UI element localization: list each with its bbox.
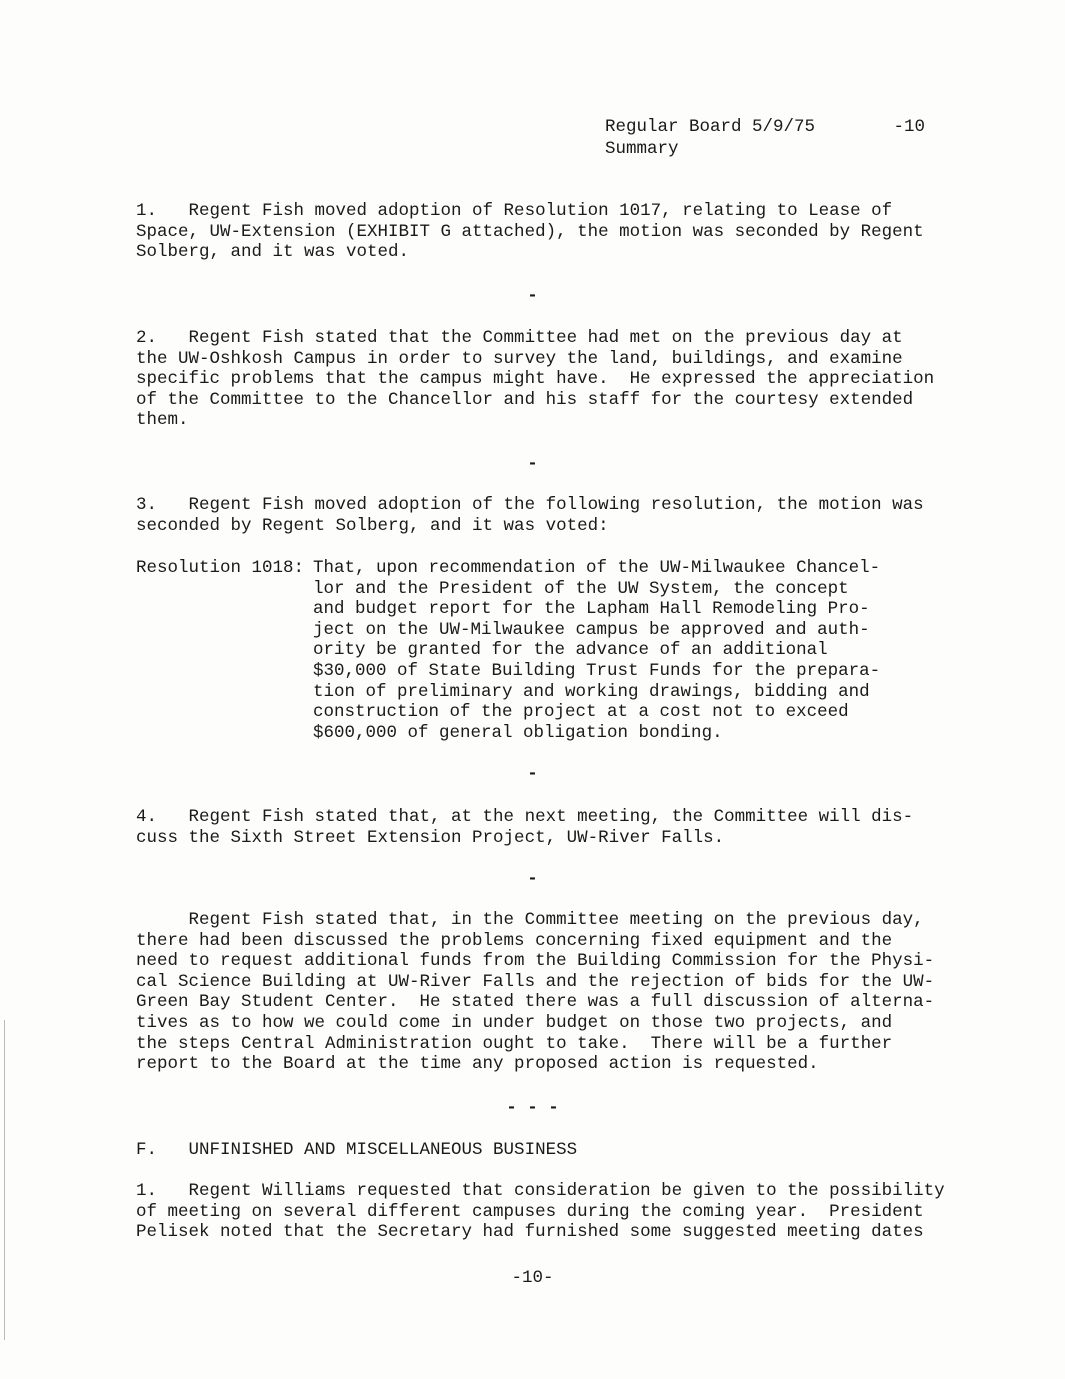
separator-3: - xyxy=(527,764,538,784)
resolution-label: Resolution 1018: xyxy=(136,558,305,578)
header-title: Regular Board 5/9/75 xyxy=(605,117,816,137)
paragraph-6: 1. Regent Williams requested that consideration be given to the possibility of meeting on several different campuses during the coming year. President Pelisek noted that the Secretary had furnished some suggested meeting dates xyxy=(136,1181,945,1243)
paragraph-4: 4. Regent Fish stated that, at the next meeting, the Committee will dis- cuss the Sixth Street Extension Project, UW-River Falls. xyxy=(136,807,914,848)
page-number: -10- xyxy=(511,1268,554,1288)
page-header xyxy=(605,116,925,160)
separator-1: - xyxy=(527,286,538,306)
paragraph-3: 3. Regent Fish moved adoption of the following resolution, the motion was seconded by Regent Solberg, and it was voted: xyxy=(136,495,924,536)
paragraph-1: 1. Regent Fish moved adoption of Resolution 1017, relating to Lease of Space, UW-Extension (EXHIBIT G attached), the motion was seconded by Regent Solberg, and it was voted. xyxy=(136,201,924,263)
separator-4: - xyxy=(527,869,538,889)
separator-5: - - - xyxy=(506,1098,559,1118)
scan-edge-line xyxy=(4,1020,5,1340)
separator-2: - xyxy=(527,454,538,474)
header-page-ref: -10 xyxy=(893,117,925,137)
paragraph-2: 2. Regent Fish stated that the Committee had met on the previous day at the UW-Oshkosh Campus in order to survey the land, buildings, and examine specific problems that the campus might have. He expressed the appreciation of the Committee to the Chancellor and his staff for the courtesy extended them. xyxy=(136,328,935,431)
header-subtitle: Summary xyxy=(605,139,679,159)
resolution-text: That, upon recommendation of the UW-Milwaukee Chancel- lor and the President of the UW System, the concept and budget report for the Lapham Hall Remodeling Pro- ject on the UW-Milwaukee campus be approved and auth- ority be granted for the advance of an additional $30,000 of State Building Trust Funds for the prepara- tion of preliminary and working drawings, bidding and construction of the project at a cost not to exceed $600,000 of general obligation bonding. xyxy=(313,558,881,743)
section-f-heading: F. UNFINISHED AND MISCELLANEOUS BUSINESS xyxy=(136,1140,578,1160)
paragraph-5: Regent Fish stated that, in the Committee meeting on the previous day, there had been discussed the problems concerning fixed equipment and the need to request additional funds from the Building Commission for the Physi- cal Science Building at UW-River Falls and the rejection of bids for the UW- Green Bay Student Center. He stated there was a full discussion of alterna- tives as to how we could come in under budget on those two projects, and the steps Central Administration ought to take. There will be a further report to the Board at the time any proposed action is requested. xyxy=(136,910,935,1075)
